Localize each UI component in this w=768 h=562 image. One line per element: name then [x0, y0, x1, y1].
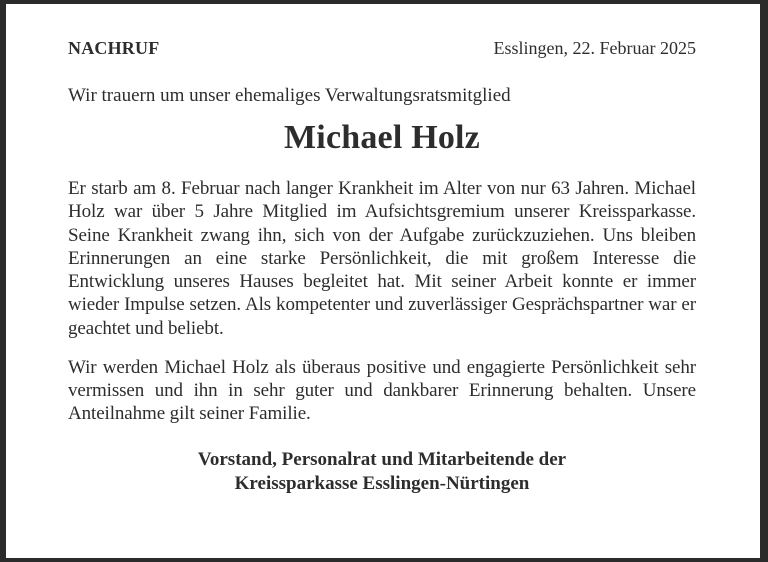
notice-dateline: Esslingen, 22. Februar 2025 [493, 38, 696, 58]
notice-kicker: NACHRUF [68, 38, 160, 58]
signature-block [68, 448, 696, 497]
deceased-name: Michael Holz [284, 119, 480, 156]
obituary-paragraph-1: Er starb am 8. Februar nach langer Krankheit im Alter von nur 63 Jahren. Michael Holz war über 5 Jahre Mitglied im Aufsichtsgremium unserer Kreissparkasse. Seine Krankheit zwang ihn, sich von der Aufgabe zurückzuziehen. Uns bleiben Erinnerungen an eine starke Persönlichkeit, die mit großem Interesse die Entwicklung unseres Hauses begleitet hat. Mit seiner Arbeit konnte er immer wieder Impulse setzen. Als kompetenter und zuverlässiger Gesprächspartner war er geachtet und beliebt. [68, 178, 696, 339]
signature-line-2: Kreissparkasse Esslingen-Nürtingen [234, 473, 530, 495]
signature-line-1: Vorstand, Personalrat und Mitarbeitende der [197, 448, 567, 470]
notice-intro-line: Wir trauern um unser ehemaliges Verwaltungsratsmitglied [68, 85, 511, 106]
notice-header [68, 38, 696, 59]
obituary-paragraph-2: Wir werden Michael Holz als überaus positive und engagierte Persönlichkeit sehr vermissen und ihn in sehr guter und dankbarer Erinnerung behalten. Unsere Anteilnahme gilt seiner Familie. [68, 356, 696, 425]
